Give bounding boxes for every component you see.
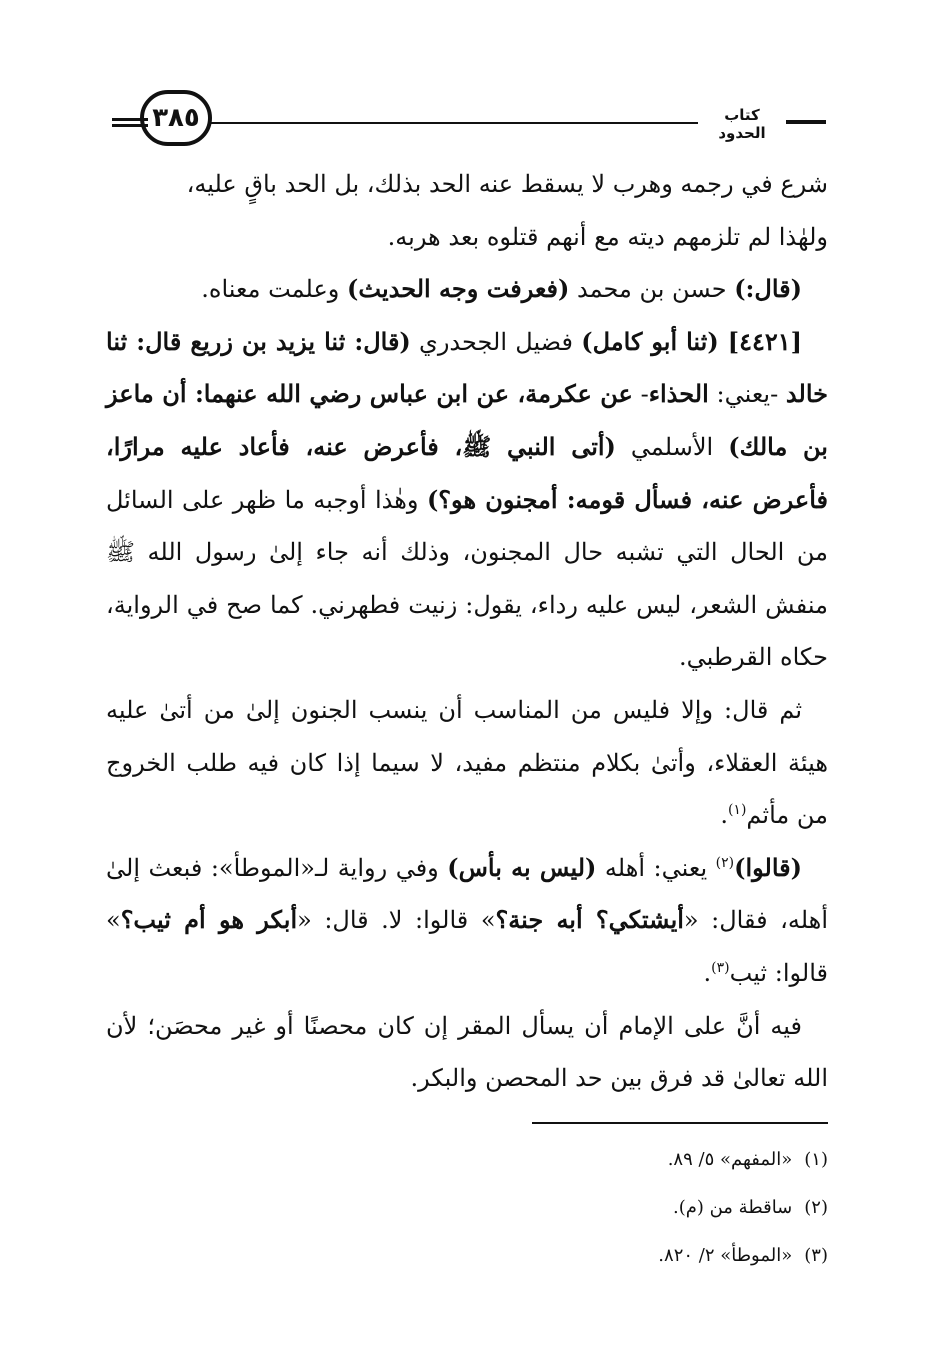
- commentary-text: -يعني:: [708, 380, 786, 409]
- footnote-number: (٣): [804, 1245, 828, 1266]
- quote-bold: (أتى النبي ﷺ، فأعرض عنه، فأعاد عليه مرارًا، فأعرض عنه، فسأل قومه: أمجنون هو؟): [106, 431, 828, 514]
- footnotes: [500, 1136, 828, 1280]
- commentary-text: وهٰذا أوجبه ما ظهر على السائل من الحال التي تشبه حال المجنون، وذلك أنه جاء إلىٰ رسول الله ﷺ منفش الشعر، ليس عليه رداء، يقول: زنيت فطهرني. كما صح في الرواية، حكاه القرطبي.: [106, 485, 828, 672]
- commentary-text: ثم قال: وإلا فليس من المناسب أن ينسب الجنون إلىٰ من أتىٰ عليه هيئة العقلاء، وأتىٰ بكلام منتظم مفيد، لا سيما إذا كان فيه طلب الخروج من مأثم: [106, 695, 828, 830]
- footnote-text: «الموطأ» ٢/ ٨٢٠.: [658, 1245, 793, 1266]
- footnote-text: ساقطة من (م).: [672, 1197, 793, 1218]
- text-line: ولهٰذا لم تلزمهم ديته مع أنهم قتلوه بعد هربه.: [387, 222, 828, 251]
- paragraph: [106, 1000, 828, 1105]
- running-title: كتاب الحدود: [718, 106, 766, 142]
- footnote-number: (١): [804, 1149, 828, 1170]
- paragraph: [106, 316, 828, 684]
- main-text: [106, 158, 828, 1105]
- paragraph: [106, 842, 828, 1000]
- text-line: شرع في رجمه وهرب لا يسقط عنه الحد بذلك، بل الحد باقٍ عليه،: [186, 170, 828, 198]
- commentary-text: فيه أنَّ على الإمام أن يسأل المقر إن كان محصنًا أو غير محصَن؛ لأن الله تعالىٰ قد فرق بين حد المحصن والبكر.: [106, 1011, 828, 1093]
- page-number: ٣٨٥: [140, 90, 212, 146]
- footnote-ref[interactable]: (٣): [711, 959, 730, 976]
- header-rule: [786, 120, 826, 124]
- commentary-text: -: [632, 380, 649, 409]
- quote-bold: (فعرفت وجه الحديث): [347, 274, 570, 304]
- commentary-text: .: [720, 801, 728, 830]
- footnote-separator: [532, 1122, 828, 1124]
- footnote: [500, 1136, 828, 1184]
- quote-bold: (ليس به بأس): [447, 852, 597, 882]
- quote-bold: عن عكرمة، عن ابن عباس رضي الله عنهما: أن ماعز بن مالك): [106, 379, 828, 461]
- footnote-ref[interactable]: (٢): [715, 854, 735, 871]
- commentary-text: » قالوا: لا. قال: «: [297, 906, 496, 935]
- header-rule: [208, 122, 698, 124]
- paragraph: [106, 263, 828, 316]
- paragraph: [106, 684, 828, 842]
- footnote: [500, 1184, 828, 1232]
- commentary-text: .: [703, 958, 712, 987]
- quote-bold: أبكر هو أم ثيب؟: [120, 905, 298, 935]
- paragraph: [106, 158, 828, 263]
- footnote-text: «المفهم» ٥/ ٨٩.: [667, 1149, 793, 1170]
- footnote-number: (٢): [804, 1197, 828, 1218]
- commentary-text: الأسلمي: [615, 432, 729, 461]
- commentary-text: فضيل الجحدري: [410, 327, 582, 356]
- commentary-text: يعني: أهله: [596, 853, 716, 882]
- commentary-text: وعلمت معناه.: [201, 275, 348, 304]
- quote-bold: (قال: ثنا يزيد بن زريع قال: ثنا خالد: [106, 326, 828, 409]
- quote-bold: (قالوا): [734, 852, 802, 882]
- commentary-text: » قالوا: ثيب: [106, 906, 828, 987]
- quote-bold: الحذاء: [648, 379, 709, 409]
- footnote-ref[interactable]: (١): [727, 802, 747, 819]
- footnote: [500, 1232, 828, 1280]
- hadith-number: [٤٤٢١] (ثنا أبو كامل): [581, 326, 802, 356]
- quote-bold: أيشتكي؟ أبه جنة؟: [495, 905, 684, 935]
- commentary-text: وفي رواية لـ«الموطأ»: فبعث إلىٰ أهله، فقال: «: [106, 853, 829, 935]
- quote-bold: (قال:): [734, 274, 802, 304]
- commentary-text: حسن بن محمد: [569, 275, 735, 304]
